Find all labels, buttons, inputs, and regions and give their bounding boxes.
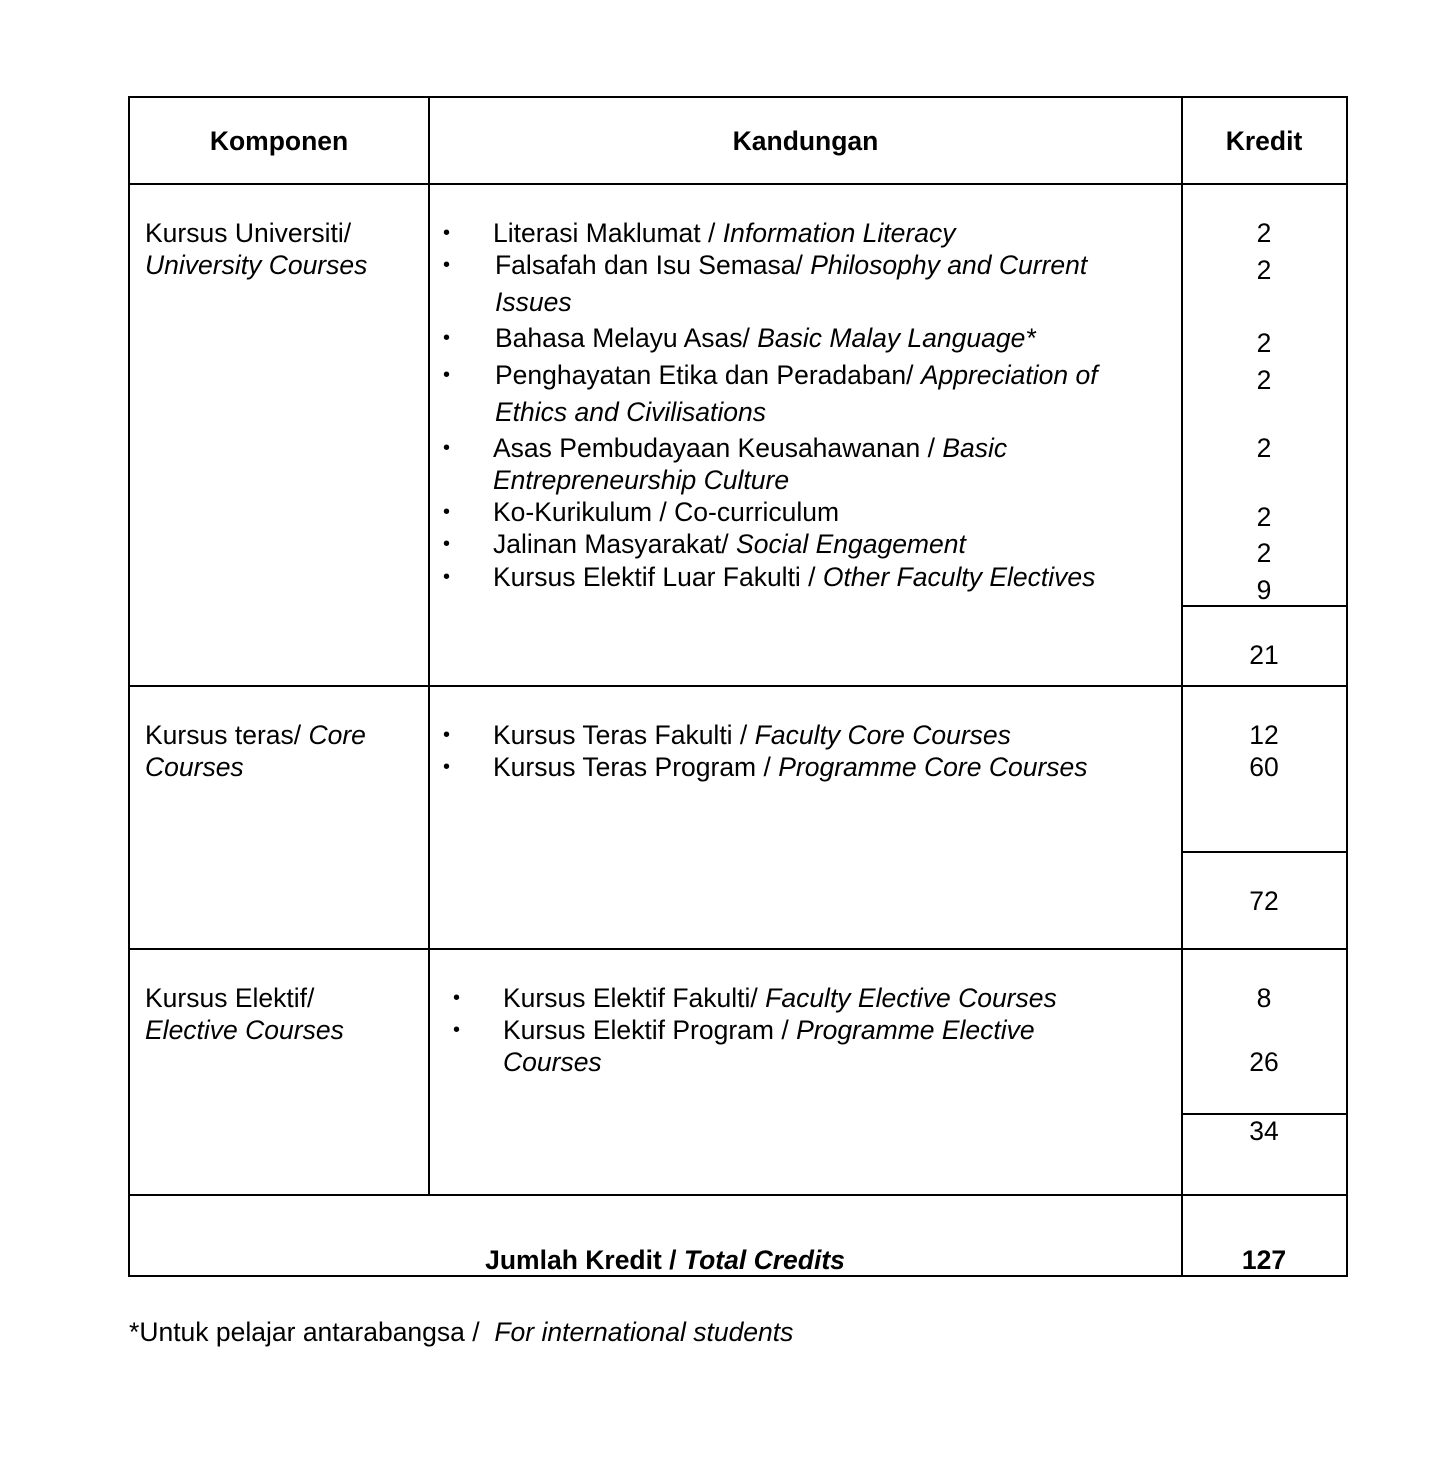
bullet-icon: • [443,501,451,523]
item-label-ms: Kursus Elektif Fakulti/ [503,983,766,1013]
bullet-icon: • [453,987,461,1009]
row-divider-1 [128,685,1347,687]
footnote-ms: *Untuk pelajar antarabangsa / [129,1317,495,1347]
item-label-en-continued: Ethics and Civilisations [495,397,767,427]
credit-value: 2 [1256,433,1272,463]
item-label-en: Other Faculty Electives [822,562,1096,592]
header-content: Kandungan [732,126,879,156]
bullet-icon: • [443,724,451,746]
table-border-right [1346,96,1348,1277]
component-core-en: Courses [145,752,244,782]
bullet-icon: • [443,533,451,555]
bullet-icon: • [443,364,451,386]
item-label-ms: Kursus Elektif Luar Fakulti / [493,562,823,592]
column-divider-1 [428,96,430,1196]
item-label-en: Philosophy and Current [810,250,1088,280]
item-label-en: Programme Core Courses [778,752,1088,782]
component-core-en-inline: Core [308,720,366,750]
total-credits-value: 127 [1241,1245,1287,1275]
item-label-ms: Penghayatan Etika dan Peradaban/ [495,360,921,390]
item-label-en: Basic [942,433,1008,463]
bullet-icon: • [443,327,451,349]
component-elective-ms: Kursus Elektif/ [145,983,315,1013]
bullet-icon: • [443,254,451,276]
credit-value: 2 [1256,255,1272,285]
row-divider-2 [128,948,1347,950]
bullet-icon: • [453,1019,461,1041]
item-label-en: Information Literacy [722,218,956,248]
subtotal-divider-2 [1181,851,1347,853]
item-label-en: Basic Malay Language* [757,323,1036,353]
credit-value: 2 [1256,502,1272,532]
item-label-en: Faculty Elective Courses [765,983,1057,1013]
bullet-icon: • [443,566,451,588]
credit-value: 2 [1256,328,1272,358]
component-university-ms: Kursus Universiti/ [145,218,352,248]
item-label-ms: Falsafah dan Isu Semasa/ [495,250,811,280]
item-label-ms: Kursus Teras Program / [493,752,779,782]
item-label-en-continued: Issues [495,287,572,317]
subtotal-value: 72 [1249,886,1279,916]
component-core-ms: Kursus teras/ [145,720,309,750]
item-label-ms: Kursus Elektif Program / [503,1015,797,1045]
bullet-icon: • [443,756,451,778]
item-label-en: Appreciation of [920,360,1098,390]
bullet-icon: • [443,437,451,459]
total-credits-label: Jumlah Kredit / Total Credits [485,1245,845,1275]
credit-value: 12 [1249,720,1279,750]
credit-value: 60 [1249,752,1279,782]
subtotal-value: 34 [1249,1116,1279,1146]
footnote [129,1316,793,1348]
credit-value: 2 [1256,365,1272,395]
credit-value: 8 [1256,983,1272,1013]
table-border-left [128,96,130,1277]
credit-value: 2 [1256,218,1272,248]
footnote-en: For international students [494,1317,794,1347]
item-label-en-continued: Entrepreneurship Culture [493,465,790,495]
row-divider-3 [128,1194,1347,1196]
credit-value: 26 [1249,1047,1279,1077]
subtotal-value: 21 [1249,640,1279,670]
item-label-en: Programme Elective [796,1015,1035,1045]
component-university-en: University Courses [145,250,368,280]
credit-value: 9 [1256,575,1272,605]
item-label-en: Faculty Core Courses [754,720,1011,750]
item-label-ms: Jalinan Masyarakat/ [493,529,737,559]
item-label-ms: Bahasa Melayu Asas/ [495,323,758,353]
bullet-icon: • [443,222,451,244]
item-label-ms: Literasi Maklumat / [493,218,723,248]
item-label-en-continued: Courses [503,1047,602,1077]
item-label-en: Social Engagement [736,529,966,559]
component-elective-en: Elective Courses [145,1015,344,1045]
item-label-ms: Asas Pembudayaan Keusahawanan / [493,433,943,463]
header-component: Komponen [209,126,349,156]
table-border-top [128,96,1347,98]
header-divider [128,183,1347,185]
credit-value: 2 [1256,538,1272,568]
header-credit: Kredit [1225,126,1303,156]
item-label-ms: Ko-Kurikulum / Co-curriculum [493,497,840,527]
item-label-ms: Kursus Teras Fakulti / [493,720,755,750]
